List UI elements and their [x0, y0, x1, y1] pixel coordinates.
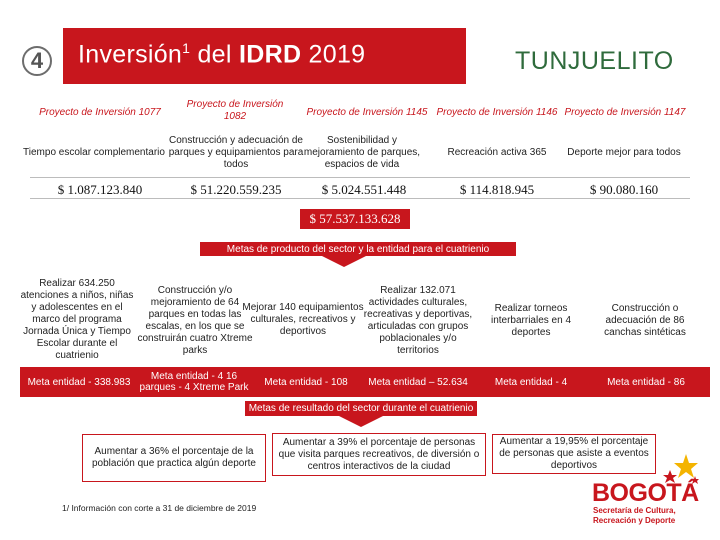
- project-amount: $ 114.818.945: [459, 182, 535, 197]
- bogota-logo-word: BOGOTÁ: [592, 479, 699, 507]
- total-amount: $ 57.537.133.628: [300, 209, 410, 229]
- title-footnote-mark: 1: [182, 40, 191, 56]
- logo-subtitle-line2: Recreación y Deporte: [593, 516, 676, 525]
- title-part3: 2019: [301, 40, 366, 69]
- sector-goal: Realizar torneos interbarriales en 4 deportes: [490, 303, 572, 338]
- sector-goal: Realizar 132.071 actividades culturales, recreativas y deportivas, articuladas con grupos poblacionales y/o territorios: [363, 285, 473, 356]
- page-title: [78, 40, 365, 69]
- project-amount: $ 1.087.123.840: [57, 182, 143, 197]
- sector-goal: Realizar 634.250 atenciones a niños, niñas y adolescentes en el marco del programa Jornada Única y Tiempo Escolar durante el cuatrienio: [20, 278, 134, 361]
- project-name: Proyecto de Inversión 1082: [186, 99, 284, 122]
- footnote: 1/ Información con corte a 31 de diciembre de 2019: [62, 503, 257, 513]
- title-bold: IDRD: [239, 40, 302, 69]
- product-goals-title: Metas de producto del sector y la entidad para el cuatrienio: [200, 242, 516, 256]
- down-arrow-icon: [339, 416, 383, 427]
- project-description: Deporte mejor para todos: [567, 147, 681, 158]
- result-goal-box: [492, 434, 656, 474]
- result-goal-text: Aumentar a 19,95% el porcentaje de personas que asiste a eventos deportivos: [499, 436, 649, 471]
- project-description: Sostenibilidad y mejoramiento de parques, espacios de vida: [303, 135, 421, 170]
- result-goal-text: Aumentar a 36% el porcentaje de la población que practica algún deporte: [91, 446, 256, 469]
- entity-goal: Meta entidad - 4 16 parques - 4 Xtreme Park: [139, 371, 249, 393]
- project-name: Proyecto de Inversión 1077: [39, 107, 161, 118]
- project-description: Construcción y adecuación de parques y equipamientos para todos: [168, 135, 304, 170]
- result-goal-box: [272, 433, 486, 476]
- project-name: Proyecto de Inversión 1146: [436, 107, 558, 118]
- logo-subtitle-line1: Secretaría de Cultura,: [593, 506, 676, 515]
- sector-goal: Construcción y/o mejoramiento de 64 parques en todas las escalas, en los que se construirán cuatro Xtreme parks: [137, 285, 253, 356]
- sector-goal: Mejorar 140 equipamientos culturales, recreativos y deportivos: [242, 302, 364, 337]
- step-number: 4: [30, 48, 44, 73]
- down-arrow-icon: [322, 256, 366, 267]
- logo-subtitle: [593, 506, 676, 526]
- result-goal-box: [82, 434, 266, 482]
- entity-goal: Meta entidad – 52.634: [368, 377, 468, 388]
- project-name: Proyecto de Inversión 1145: [306, 107, 428, 118]
- project-description: Recreación activa 365: [447, 147, 547, 158]
- result-goal-text: Aumentar a 39% el porcentaje de personas que visita parques recreativos, de diversión o centros interactivos de la ciudad: [278, 436, 480, 472]
- step-number-badge: [22, 46, 52, 76]
- district-name: TUNJUELITO: [515, 47, 674, 75]
- divider: [30, 198, 690, 199]
- project-description: Tiempo escolar complementario: [23, 147, 165, 158]
- project-name: Proyecto de Inversión 1147: [564, 107, 686, 118]
- entity-goal: Meta entidad - 4: [494, 377, 568, 388]
- project-amount: $ 5.024.551.448: [321, 182, 407, 197]
- title-part2: del: [190, 40, 239, 69]
- entity-goal: Meta entidad - 338.983: [27, 377, 131, 388]
- project-amount: $ 51.220.559.235: [190, 182, 282, 197]
- sector-goal: Construcción o adecuación de 86 canchas sintéticas: [604, 303, 686, 338]
- project-amount: $ 90.080.160: [589, 182, 659, 197]
- entity-goal: Meta entidad - 86: [607, 377, 685, 388]
- entity-goal: Meta entidad - 108: [264, 377, 348, 388]
- result-goals-title: Metas de resultado del sector durante el cuatrienio: [245, 401, 477, 416]
- title-part1: Inversión: [78, 40, 183, 69]
- divider: [30, 177, 690, 178]
